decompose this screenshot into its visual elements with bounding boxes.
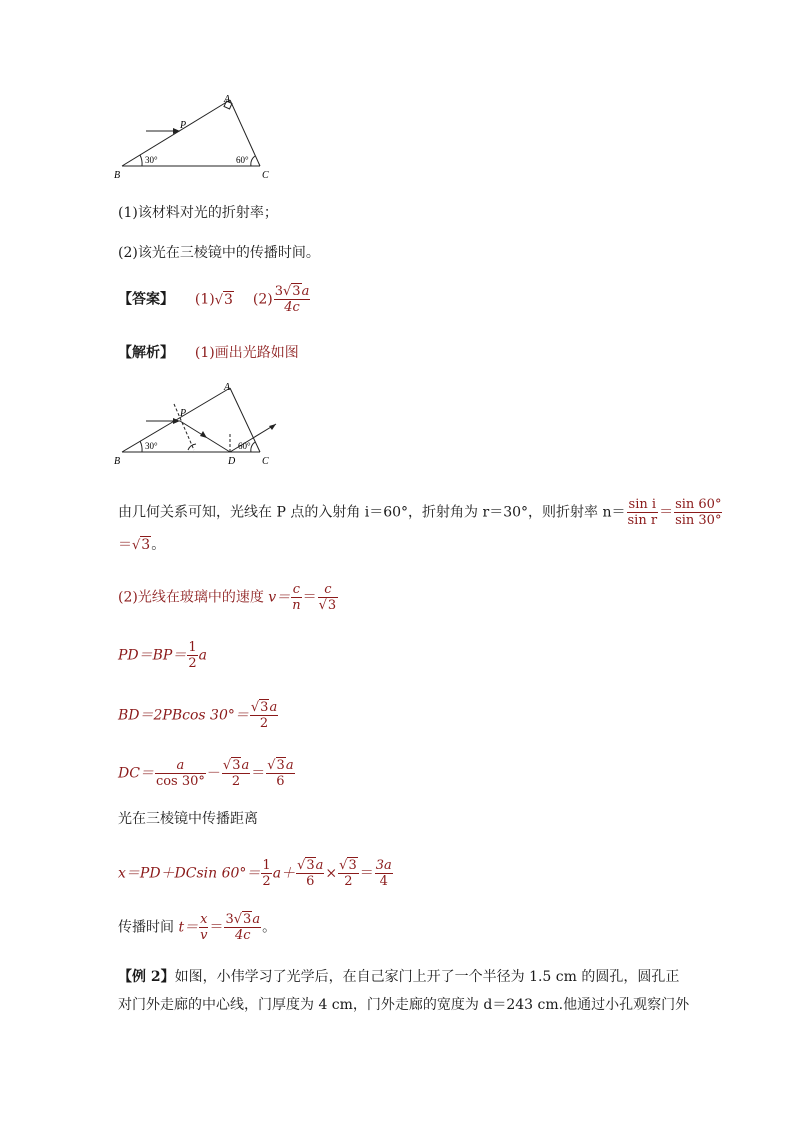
label-b-2: B [114,456,121,467]
angle-c-2: 60° [238,441,251,451]
fraction-x-2: $\frac{√3a}{6}$ [297,858,324,889]
answer-part2-fraction: $\frac{3√3a}{4c}$ [274,284,310,315]
refraction-text: 由几何关系可知，光线在 P 点的入射角 i＝60°，折射角为 r＝30°，则折射率 n＝ [118,504,626,521]
refraction-result: ＝√3。 [118,537,166,553]
fraction-c-over-root3: $\frac{c}{√3}$ [318,582,337,613]
label-p: P [180,120,187,131]
x-line: x＝PD＋DCsin 60°＝ $\frac{1}{2}$ a＋ $\frac{√3a}{6}$ × $\frac{√3}{2}$ ＝ $\frac{3a}{4}$ [118,858,392,889]
label-p-2: P [180,408,187,419]
example-2-line-1: 【例 2】如图，小伟学习了光学后，在自己家门上开了一个半径为 1.5 cm 的圆孔，圆孔正 [118,969,680,985]
fraction-sin60-over-sin30: $\frac{\sin 60^\circ}{\sin 30^\circ}$ [675,497,722,528]
fraction-c-over-n: $\frac{c}{n}$ [292,582,301,613]
fraction-time-result: $\frac{3√3a}{4c}$ [225,912,261,943]
fraction-x-over-v: $\frac{x}{v}$ [200,912,208,943]
label-b: B [114,170,121,181]
analysis-line [118,344,299,362]
angle-b-2: 30° [145,441,158,451]
triangle-figure-1 [112,92,282,182]
fraction-dc-2: $\frac{√3a}{2}$ [222,758,250,789]
velocity-line: (2)光线在玻璃中的速度 v＝ $\frac{c}{n}$ ＝ $\frac{c}{√3}$ [118,582,337,613]
label-a-2: A [224,382,231,393]
answer-part1-sqrt: √3 [214,291,233,308]
fraction-half: $\frac{1}{2}$ [188,640,197,671]
refraction-line: 由几何关系可知，光线在 P 点的入射角 i＝60°，折射角为 r＝30°，则折射率 n＝ $\frac{\text{sin i}}{\text{sin r}}$ ＝ $\frac{\sin 60^\circ}{\sin 30^\circ}$ [118,497,722,528]
fraction-root3a-over-2: $\frac{√3a}{2}$ [250,700,278,731]
distance-label: 光在三棱镜中传播距离 [118,811,258,827]
example-2-tag: 【例 2】 [118,969,175,985]
answer-line [118,284,311,315]
pd-line: PD＝BP＝ $\frac{1}{2}$ a [118,640,207,671]
time-line: 传播时间 t＝ $\frac{x}{v}$ ＝ $\frac{3√3a}{4c}$ 。 [118,912,277,943]
fraction-x-1: $\frac{1}{2}$ [262,858,271,889]
fraction-a-over-cos30: $\frac{a}{\cos 30^\circ}$ [155,758,205,789]
angle-b: 30° [145,155,158,165]
example-2-line-2: 对门外走廊的中心线，门厚度为 4 cm，门外走廊的宽度为 d＝243 cm.他通过小孔观察门外 [118,997,690,1013]
fraction-x-4: $\frac{3a}{4}$ [375,858,392,889]
analysis-intro: (1)画出光路如图 [194,345,299,361]
answer-part1-prefix: (1) [194,291,215,308]
fraction-sin-i-over-sin-r: $\frac{\text{sin i}}{\text{sin r}}$ [627,497,658,528]
angle-c: 60° [236,155,249,165]
analysis-tag: 【解析】 [118,345,174,361]
dc-line: DC＝ $\frac{a}{\cos 30^\circ}$ － $\frac{√3a}{2}$ ＝ $\frac{√3a}{6}$ [118,758,294,789]
fraction-x-3: $\frac{√3}{2}$ [339,858,357,889]
question-1: (1)该材料对光的折射率； [118,205,278,221]
label-a: A [224,94,231,105]
triangle-figure-2 [112,378,287,470]
label-c: C [262,170,269,181]
label-d-2: D [228,456,236,467]
answer-part2-prefix: (2) [252,291,273,308]
answer-tag: 【答案】 [118,291,174,308]
question-2: (2)该光在三棱镜中的传播时间。 [118,245,320,261]
fraction-dc-3: $\frac{√3a}{6}$ [267,758,294,789]
label-c-2: C [262,456,269,467]
bd-line: BD＝2PBcos 30°＝ $\frac{√3a}{2}$ [118,700,278,731]
